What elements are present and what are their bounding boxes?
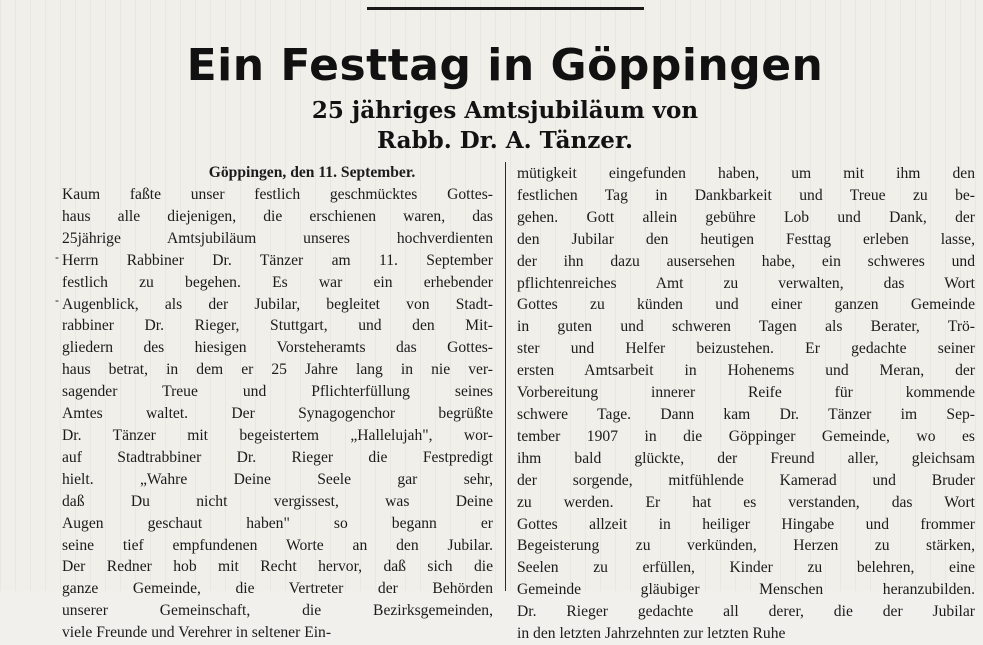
text-line: in guten und schweren Tagen als Berater, Trö-	[517, 318, 975, 336]
left-column-text	[62, 184, 493, 644]
text-line: der ihn dazu ausersehen habe, ein schweres und	[517, 252, 975, 270]
text-line: Kaum faßte unser festlich geschmücktes Gottes-	[62, 186, 493, 203]
text-line: Gottes zu künden und einer ganzen Gemeinde	[517, 296, 975, 314]
headline: Ein Festtag in Göppingen	[186, 40, 824, 91]
text-line: schwere Tage. Dann kam Dr. Tänzer im Sep-	[517, 405, 975, 423]
subheadline: 25 jähriges Amtsjubiläum von	[311, 97, 699, 124]
text-line: Augenblick, als der Jubilar, begleitet von Stadt-	[62, 295, 493, 313]
margin-mark: -	[55, 250, 59, 264]
text-line: zu werden. Er hat es verstanden, das Wort	[517, 493, 975, 511]
text-line: Begeisterung zu verkünden, Herzen zu stärken,	[517, 537, 975, 555]
text-line: gliedern des hiesigen Vorsteheramts das Gottes-	[62, 339, 493, 357]
text-line: seine tief empfundenen Worte an den Jubilar.	[62, 536, 493, 554]
text-line: auf Stadtrabbiner Dr. Rieger die Festpredigt	[62, 448, 493, 466]
dateline: Göppingen, den 11. September.	[208, 164, 416, 181]
text-line: den Jubilar den heutigen Festtag erleben lasse,	[517, 230, 975, 248]
text-line: viele Freunde und Verehrer in seltener Ein-	[62, 624, 332, 642]
text-line: Dr. Rieger gedachte all derer, die der Jubilar	[517, 603, 975, 621]
top-rule	[367, 7, 644, 10]
text-line: rabbiner Dr. Rieger, Stuttgart, und den Mit-	[62, 317, 493, 335]
text-line: ihm bald glückte, der Freund aller, gleichsam	[517, 449, 975, 467]
text-line: festlichen Tag in Dankbarkeit und Treue zu be-	[517, 186, 975, 204]
text-line: der sorgende, mitfühlende Kamerad und Bruder	[517, 471, 975, 489]
text-line: Augen geschaut haben" so begann er	[62, 514, 493, 532]
text-line: Gottes allzeit in heiliger Hingabe und frommer	[517, 515, 975, 533]
text-line: hielt. „Wahre Deine Seele gar sehr,	[62, 470, 493, 488]
text-line: gehen. Gott allein gebühre Lob und Dank, der	[517, 208, 975, 226]
subheadline-name: Rabb. Dr. A. Tänzer.	[377, 127, 633, 154]
text-line: Herrn Rabbiner Dr. Tänzer am 11. September	[62, 251, 493, 269]
text-line: sagender Treue und Pflichterfüllung seines	[62, 383, 493, 401]
text-line: ersten Amtsarbeit in Hohenems und Meran, der	[517, 362, 975, 380]
text-line: Amtes waltet. Der Synagogenchor begrüßte	[62, 405, 493, 423]
text-line: daß Du nicht vergissest, was Deine	[62, 492, 493, 510]
text-line: ster und Helfer beizustehen. Er gedachte seiner	[517, 340, 975, 358]
text-line: Gemeinde gläubiger Menschen heranzubilden.	[517, 581, 975, 599]
margin-mark: -	[55, 293, 59, 307]
text-line: festlich zu begehen. Es war ein erhebender	[62, 273, 493, 291]
text-line: Vorbereitung innerer Reife für kommende	[517, 384, 975, 402]
text-line: in den letzten Jahrzehnten zur letzten Ruhe	[517, 625, 786, 643]
right-column-text	[517, 163, 975, 645]
text-line: mütigkeit eingefunden haben, um mit ihm den	[517, 165, 975, 182]
column-divider	[505, 162, 506, 591]
text-line: pflichtenreiches Amt zu verwalten, das Wort	[517, 274, 975, 292]
text-line: Seelen zu erfüllen, Kinder zu belehren, eine	[517, 559, 975, 577]
text-line: Der Redner hob mit Recht hervor, daß sich die	[62, 558, 493, 576]
text-line: 25jährige Amtsjubiläum unseres hochverdienten	[62, 229, 493, 247]
text-line: unserer Gemeinschaft, die Bezirksgemeinden,	[62, 602, 493, 620]
text-line: haus betrat, in dem er 25 Jahre lang in nie ver-	[62, 361, 493, 379]
left-column	[62, 162, 493, 644]
text-line: tember 1907 in die Göppinger Gemeinde, wo es	[517, 427, 975, 445]
text-line: Dr. Tänzer mit begeistertem „Hallelujah", wor-	[62, 426, 493, 444]
right-column	[517, 163, 975, 645]
text-line: ganze Gemeinde, die Vertreter der Behörden	[62, 580, 493, 598]
text-line: haus alle diejenigen, die erschienen waren, das	[62, 207, 493, 225]
